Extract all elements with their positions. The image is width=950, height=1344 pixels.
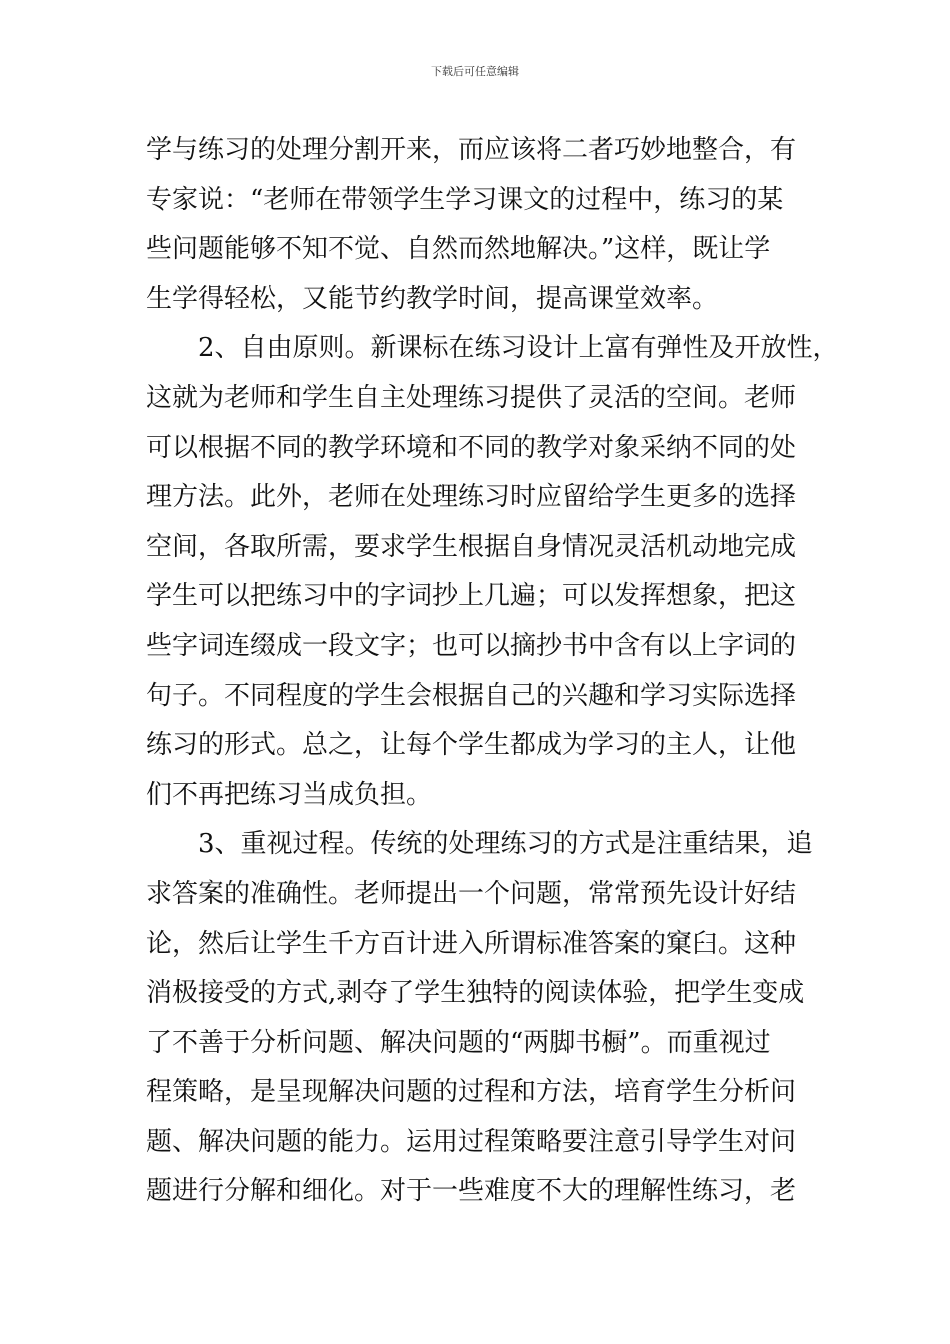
- text-line: 生学得轻松，又能节约教学时间，提高课堂效率。: [146, 283, 719, 314]
- text-line: 了不善于分析问题、解决问题的“两脚书橱”。而重视过: [146, 1027, 771, 1058]
- text-line: 消极接受的方式,剥夺了学生独特的阅读体验，把学生变成: [146, 978, 805, 1009]
- text-line: 练习的形式。总之，让每个学生都成为学习的主人，让他: [146, 730, 797, 761]
- text-line: 题进行分解和细化。对于一些难度不大的理解性练习，老: [146, 1176, 797, 1207]
- text-line: 些问题能够不知不觉、自然而然地解决。”这样，既让学: [146, 234, 771, 265]
- text-line: 这就为老师和学生自主处理练习提供了灵活的空间。老师: [146, 382, 797, 413]
- page-header: 下载后可任意编辑: [431, 65, 519, 78]
- text-line: 程策略，是呈现解决问题的过程和方法，培育学生分析问: [146, 1077, 797, 1108]
- text-line: 些字词连缀成一段文字；也可以摘抄书中含有以上字词的: [146, 630, 797, 661]
- paragraph-start-line: 2、自由原则。新课标在练习设计上富有弹性及开放性，: [198, 333, 839, 364]
- text-line: 句子。不同程度的学生会根据自己的兴趣和学习实际选择: [146, 680, 797, 711]
- paragraph-start-line: 3、重视过程。传统的处理练习的方式是注重结果，追: [198, 829, 813, 860]
- text-line: 学与练习的处理分割开来，而应该将二者巧妙地整合，有: [146, 135, 797, 165]
- text-line: 可以根据不同的教学环境和不同的教学对象采纳不同的处: [146, 432, 797, 463]
- text-line: 论，然后让学生千方百计进入所谓标准答案的窠臼。这种: [146, 928, 797, 959]
- text-line: 理方法。此外，老师在处理练习时应留给学生更多的选择: [146, 482, 797, 513]
- text-line: 们不再把练习当成负担。: [146, 779, 433, 810]
- text-line: 求答案的准确性。老师提出一个问题，常常预先设计好结: [146, 878, 797, 909]
- text-line: 专家说：“老师在带领学生学习课文的过程中，练习的某: [146, 184, 784, 215]
- text-line: 学生可以把练习中的字词抄上几遍；可以发挥想象，把这: [146, 581, 797, 612]
- document-body: [146, 126, 839, 1217]
- text-line: 题、解决问题的能力。运用过程策略要注意引导学生对问: [146, 1126, 797, 1157]
- text-line: 空间，各取所需，要求学生根据自身情况灵活机动地完成: [146, 531, 797, 562]
